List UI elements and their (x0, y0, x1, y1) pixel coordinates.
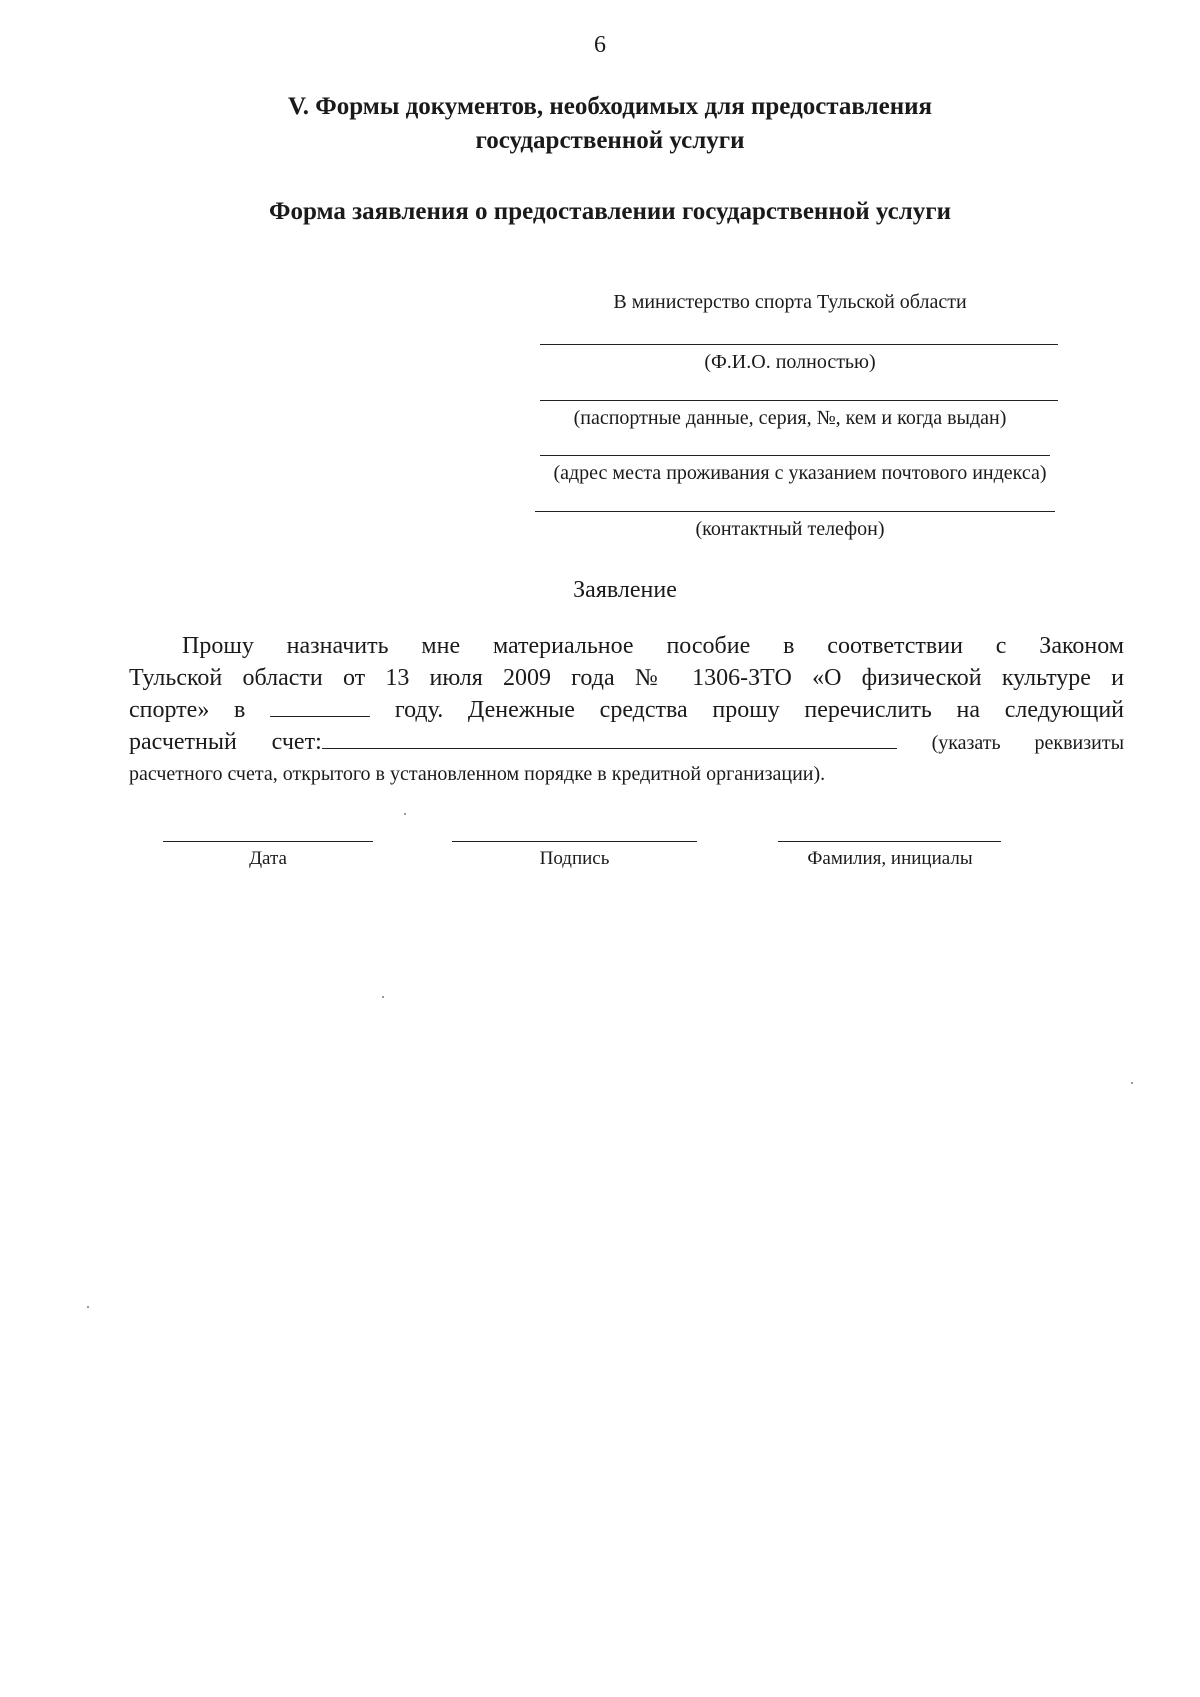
section-title-line-1: V. Формы документов, необходимых для предоставления (287, 93, 933, 120)
fio-fill-line (540, 344, 1058, 345)
page-number: 6 (594, 32, 606, 58)
addressee: В министерство спорта Тульской области (613, 291, 967, 313)
body-line-1: Прошу назначить мне материальное пособие в соответствии с Законом (182, 633, 1124, 659)
section-title (150, 90, 1070, 158)
scan-speck (1131, 1082, 1133, 1084)
name-line (778, 841, 1001, 842)
passport-hint: (паспортные данные, серия, №, кем и когда выдан) (573, 407, 1007, 429)
phone-hint: (контактный телефон) (695, 518, 885, 540)
year-blank (270, 696, 370, 717)
scan-speck (87, 1306, 89, 1308)
body-line-4-start: расчетный счет: (129, 729, 322, 755)
body-line-4-end: (указать реквизиты (931, 732, 1125, 754)
phone-fill-line (535, 511, 1055, 512)
address-hint: (адрес места проживания с указанием почтового индекса) (553, 462, 1047, 484)
document-heading: Заявление (573, 577, 677, 603)
body-line-3-end: году. Денежные средства прошу перечислить на следующий (394, 697, 1125, 723)
account-blank (322, 728, 897, 749)
body-line-2: Тульской области от 13 июля 2009 года № 1306-ЗТО «О физической культуре и (129, 665, 1124, 691)
passport-fill-line (540, 400, 1058, 401)
scan-speck (404, 813, 406, 815)
body-line-5: расчетного счета, открытого в установленном порядке в кредитной организации). (129, 763, 826, 785)
section-title-line-2: государственной услуги (475, 127, 745, 154)
body-line-3-start: спорте» в (129, 697, 246, 723)
form-title: Форма заявления о предоставлении государственной услуги (269, 198, 951, 225)
scan-speck (382, 996, 384, 998)
body-line-3 (129, 694, 1124, 726)
body-line-4 (129, 726, 1124, 759)
fio-hint: (Ф.И.О. полностью) (704, 351, 876, 373)
signature-label: Подпись (539, 848, 610, 869)
signature-line (452, 841, 697, 842)
address-fill-line (540, 455, 1050, 456)
date-label: Дата (249, 848, 287, 869)
date-line (163, 841, 373, 842)
name-label: Фамилия, инициалы (807, 848, 973, 869)
